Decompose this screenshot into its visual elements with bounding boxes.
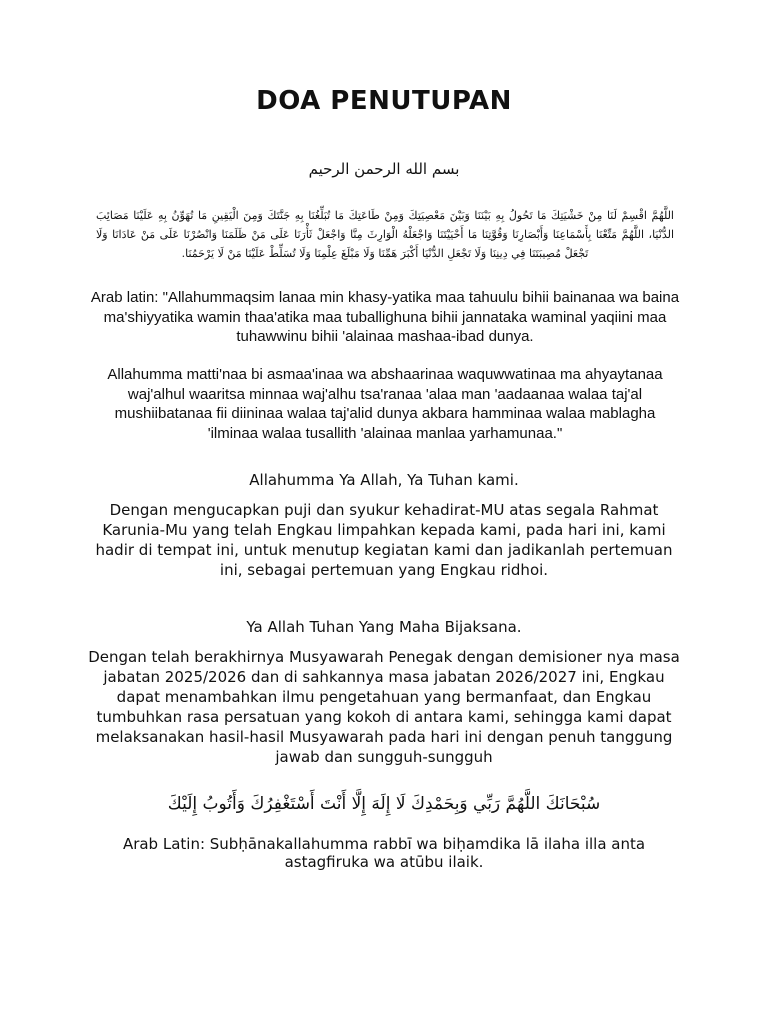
- section-heading-1: Allahumma Ya Allah, Ya Tuhan kami.: [249, 471, 519, 489]
- arab-latin-paragraph-2: Allahumma matti'naa bi asmaa'inaa wa abshaarinaa waquwwatinaa ma ahyaytanaa waj'alhul waaritsa minnaa waj'alhu tsa'ranaa 'alaa man 'aadaanaa walaa taj'al mushiibatanaa fii diininaa walaa taj'alid dunya akbara hamminaa walaa mablagha 'ilminaa walaa tusallith 'alainaa manlaa yarhamunaa.": [107, 366, 663, 442]
- arabic-doa-text: اللَّهُمَّ اقْسِمْ لَنَا مِنْ خَشْيَتِكَ مَا تَحُولُ بِهِ بَيْنَنَا وَبَيْنَ مَعْصِيَتِكَ وَمِنْ طَاعَتِكَ مَا تُبَلِّغُنَا بِهِ جَنَّتَكَ وَمِنَ الْيَقِينِ مَا تُهَوِّنُ بِهِ عَلَيْنَا مَصَائِبَ الدُّنْيَا، اللَّهُمَّ مَتِّعْنَا بِأَسْمَاعِنَا وَأَبْصَارِنَا وَقُوَّتِنَا مَا أَحْيَيْتَنَا وَاجْعَلْهُ الْوَارِثَ مِنَّا وَاجْعَلْ ثَأْرَنَا عَلَى مَنْ ظَلَمَنَا وَانْصُرْنَا عَلَى مَنْ عَادَانَا وَلَا تَجْعَلْ مُصِيبَتَنَا فِي دِينِنَا وَلَا تَجْعَلِ الدُّنْيَا أَكْبَرَ هَمِّنَا وَلَا مَبْلَغَ عِلْمِنَا وَلَا تُسَلِّطْ عَلَيْنَا مَنْ لَا يَرْحَمُنَا.: [96, 209, 674, 260]
- basmalah-text: بسم الله الرحمن الرحيم: [308, 160, 460, 178]
- section-body-2: Dengan telah berakhirnya Musyawarah Penegak dengan demisioner nya masa jabatan 2025/2026 dan di sahkannya masa jabatan 2026/2027 ini, Engkau dapat menambahkan ilmu pengetahuan yang bermanfaat, dan Engkau tumbuhkan rasa persatuan yang kokoh di antara kami, sehingga kami dapat melaksanakan hasil-hasil Musyawarah pada hari ini dengan penuh tanggung jawab dan sungguh-sungguh: [88, 648, 680, 766]
- closing-latin-transliteration: Arab Latin: Subḥānakallahumma rabbī wa biḥamdika lā ilaha illa anta astagfiruka wa atūbu ilaik.: [122, 835, 646, 871]
- section-heading-2: Ya Allah Tuhan Yang Maha Bijaksana.: [246, 618, 522, 636]
- closing-arabic-prayer: سُبْحَانَكَ اللَّهُمَّ رَبِّي وَبِحَمْدِكَ لَا إِلَهَ إِلَّا أَنْتَ أَسْتَغْفِرُكَ وَأَتُوبُ إِلَيْكَ: [167, 794, 601, 814]
- section-body-1: Dengan mengucapkan puji dan syukur kehadirat-MU atas segala Rahmat Karunia-Mu yang telah Engkau limpahkan kepada kami, pada hari ini, kami hadir di tempat ini, untuk menutup kegiatan kami dan jadikanlah pertemuan ini, sebagai pertemuan yang Engkau ridhoi.: [95, 501, 673, 579]
- page-title: DOA PENUTUPAN: [256, 86, 512, 116]
- arab-latin-paragraph-1: Arab latin: "Allahummaqsim lanaa min khasy-yatika maa tahuulu bihii bainanaa wa baina ma'shiyyatika wamin thaa'atika maa tuballighuna bihii jannataka waminal yaqiini maa tuhawwinu bihii 'alainaa mashaa-ibad dunya.: [90, 289, 680, 345]
